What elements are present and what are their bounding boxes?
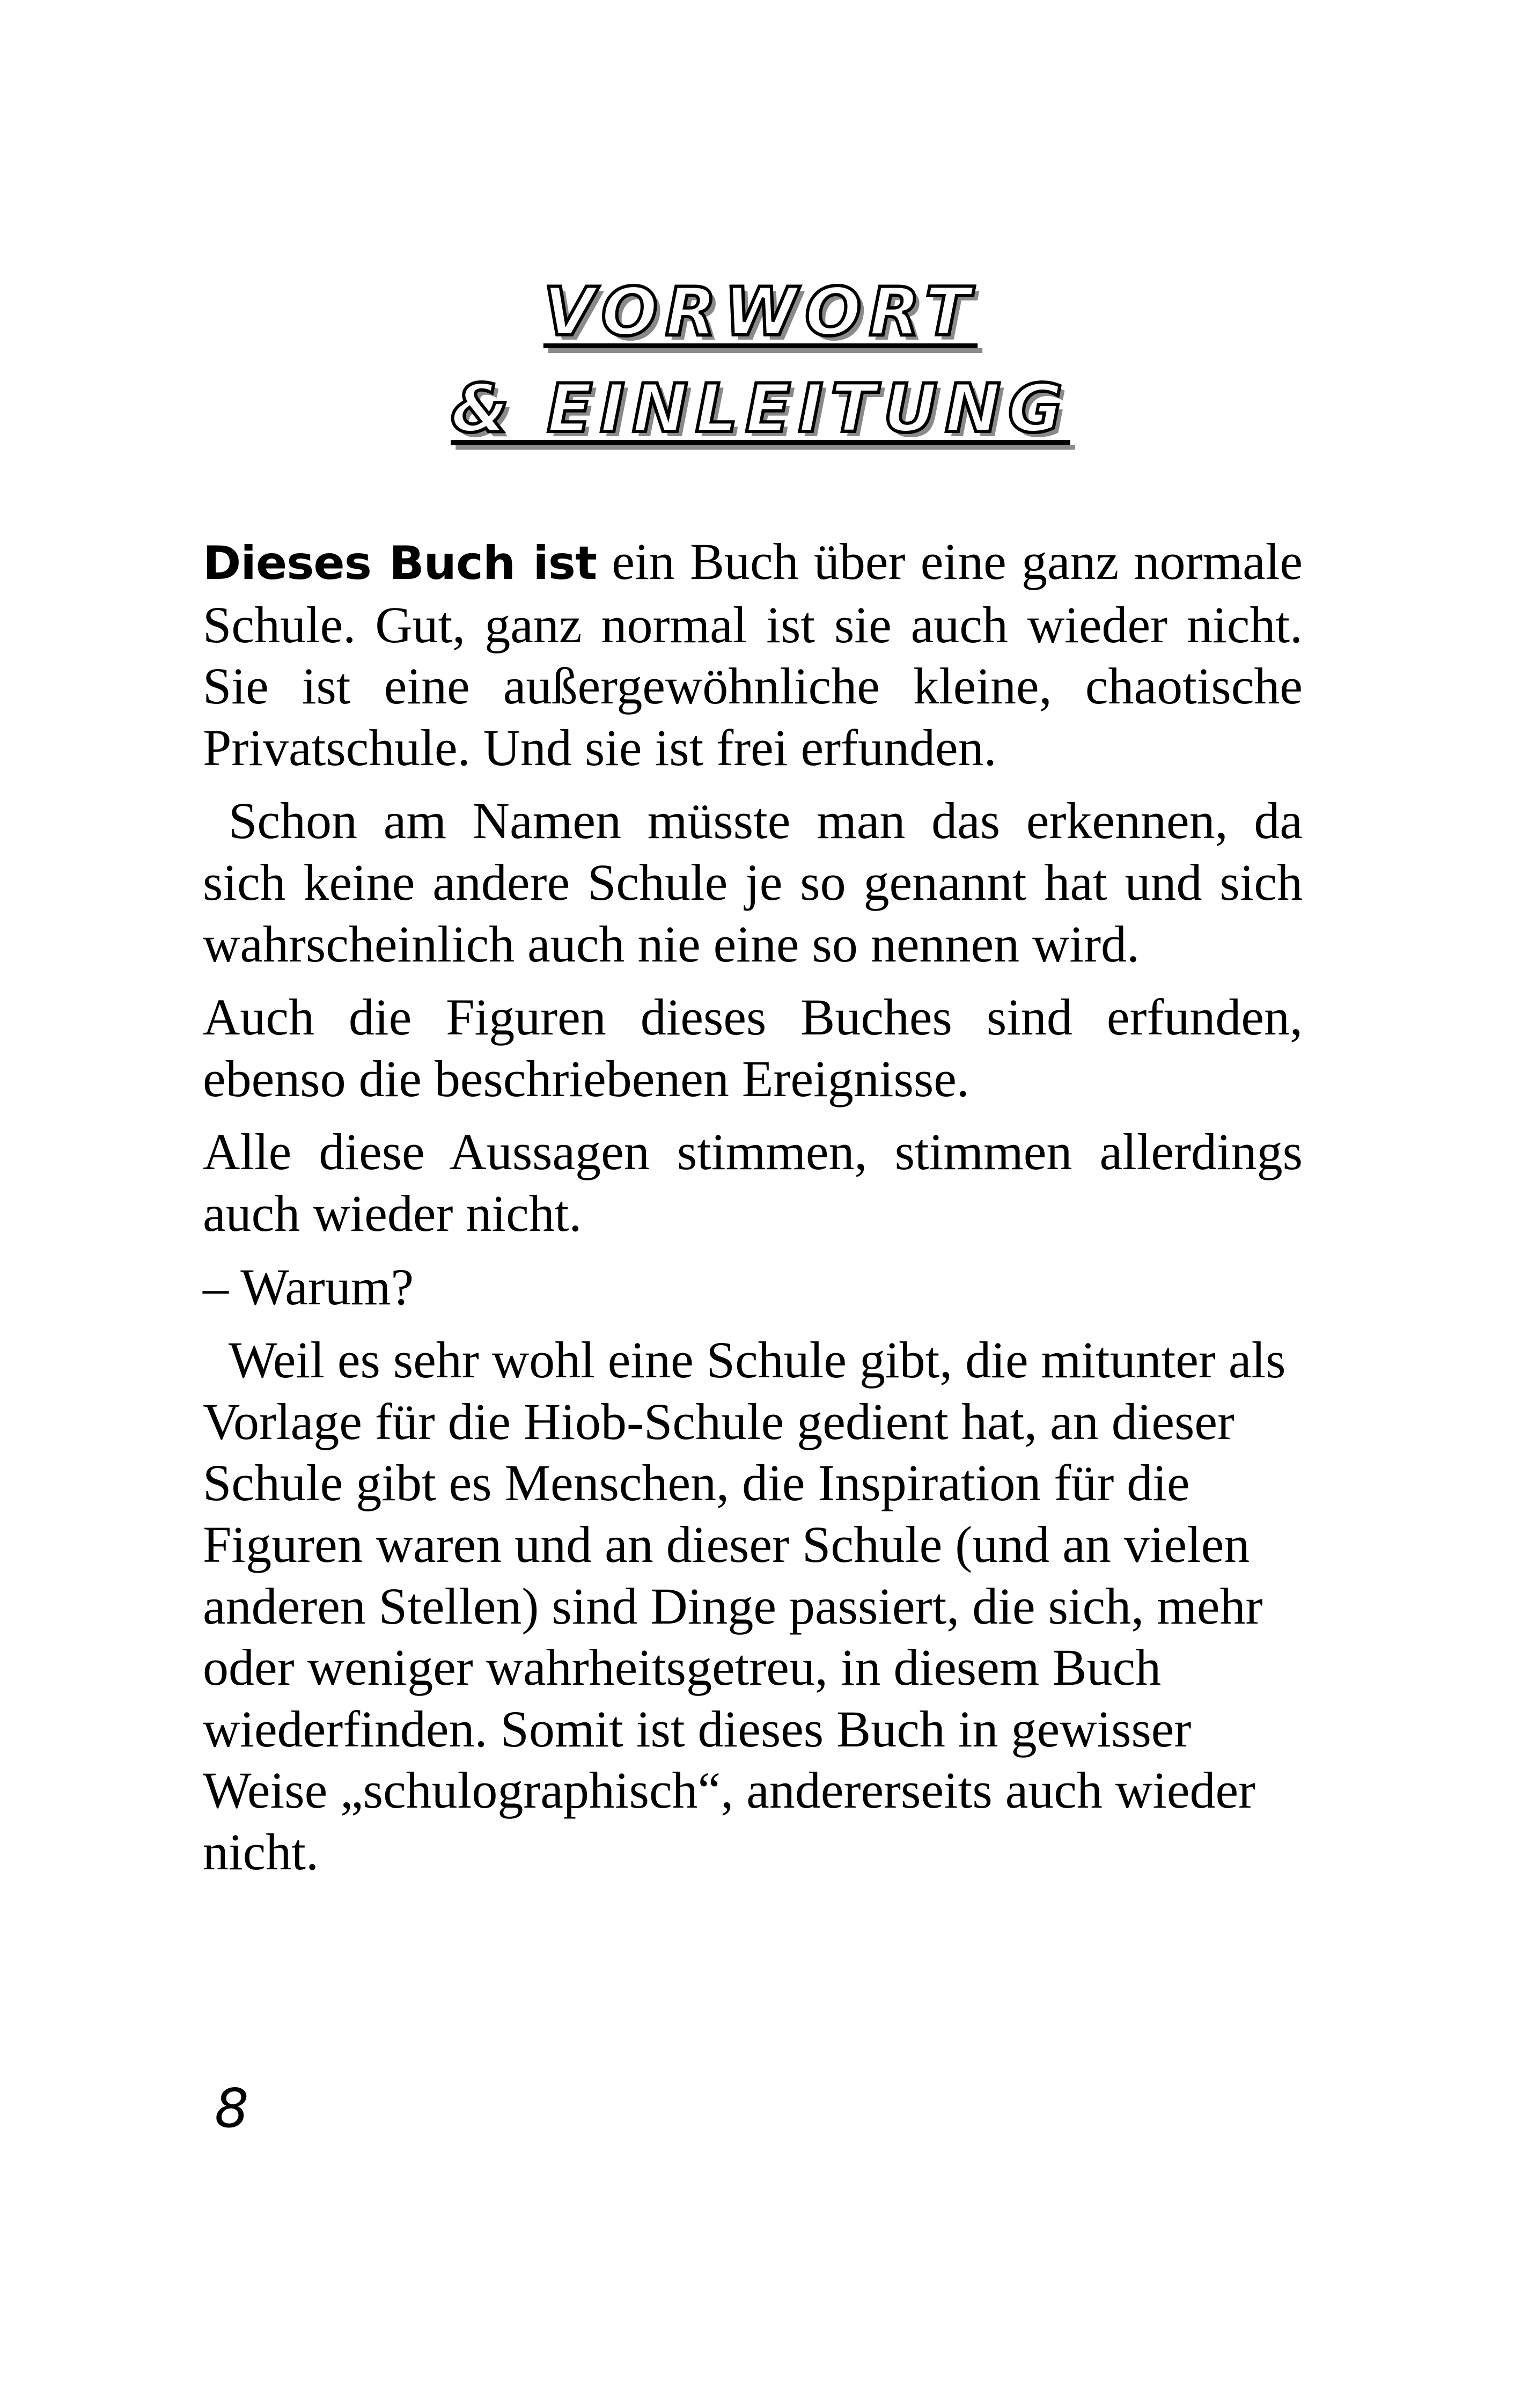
- paragraph-1-text: ein Buch über eine ganz normale Schule. Gut, ganz normal ist sie auch wieder nicht. Sie ist eine außergewöhnliche kleine, chaotische Privatschule. Und sie ist frei erfunden.: [203, 533, 1303, 776]
- chapter-body: [203, 531, 1303, 1895]
- paragraph-6: Weil es sehr wohl eine Schule gibt, die mitunter als Vorlage für die Hiob-Schule gedient hat, an dieser Schule gibt es Menschen, die Inspiration für die Figuren waren und an dieser Schule (und an vielen anderen Stellen) sind Dinge passiert, die sich, mehr oder weniger wahrheitsgetreu, in diesem Buch wiederfinden. Somit ist dieses Buch in gewisser Weise „schulographisch“, andererseits auch wieder nicht.: [203, 1331, 1286, 1881]
- page-number: 8: [215, 2077, 249, 2140]
- paragraph-3: Auch die Figuren dieses Buches sind erfunden, ebenso die beschriebenen Ereignisse.: [203, 988, 1303, 1107]
- lead-in-phrase: Dieses Buch ist: [203, 537, 597, 590]
- paragraph-1: [203, 531, 1303, 779]
- paragraph-5: – Warum?: [203, 1258, 414, 1316]
- paragraph-4: Alle diese Aussagen stimmen, stimmen allerdings auch wieder nicht.: [203, 1123, 1303, 1242]
- chapter-title-line-1: VORWORT: [543, 274, 978, 351]
- chapter-title-line-2: & EINLEITUNG: [451, 370, 1070, 447]
- paragraph-2: Schon am Namen müsste man das erkennen, da sich keine andere Schule je so genannt hat und sich wahrscheinlich auch nie eine so nennen wird.: [203, 792, 1303, 973]
